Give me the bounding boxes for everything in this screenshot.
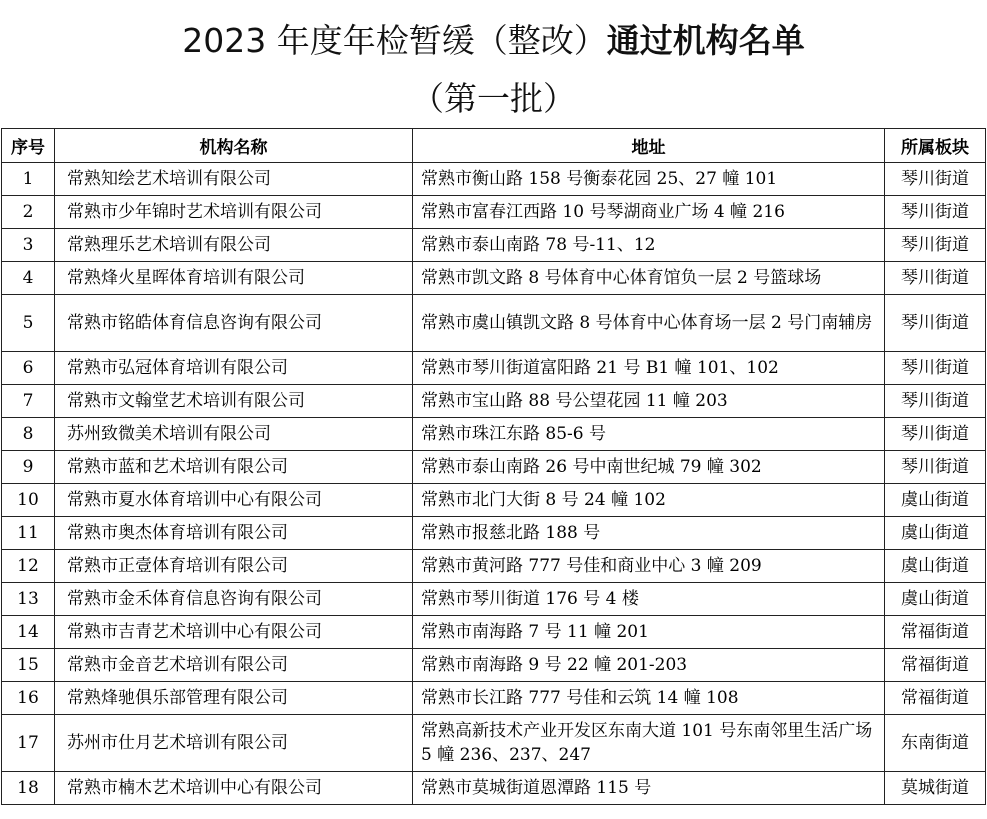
- cell-area: 琴川街道: [885, 295, 986, 352]
- cell-name: 苏州致微美术培训有限公司: [55, 418, 413, 451]
- table-row: [2, 418, 986, 451]
- table-body: [2, 163, 986, 805]
- cell-index: 3: [2, 229, 55, 262]
- table-row: [2, 262, 986, 295]
- table-row: [2, 451, 986, 484]
- document-subtitle: （第一批）: [411, 79, 576, 118]
- cell-name: 常熟市少年锦时艺术培训有限公司: [55, 196, 413, 229]
- cell-address: 常熟市衡山路 158 号衡泰花园 25、27 幢 101: [413, 163, 885, 196]
- table-row: [2, 295, 986, 352]
- cell-area: 常福街道: [885, 682, 986, 715]
- cell-area: 东南街道: [885, 715, 986, 772]
- cell-area: 琴川街道: [885, 163, 986, 196]
- cell-area: 琴川街道: [885, 196, 986, 229]
- document-title: [0, 18, 987, 64]
- cell-name: 苏州市仕月艺术培训有限公司: [55, 715, 413, 772]
- institution-table: [1, 128, 986, 805]
- cell-index: 16: [2, 682, 55, 715]
- cell-area: 常福街道: [885, 649, 986, 682]
- table-row: [2, 517, 986, 550]
- cell-area: 琴川街道: [885, 352, 986, 385]
- table-row: [2, 385, 986, 418]
- table-row: [2, 682, 986, 715]
- table-row: [2, 715, 986, 772]
- cell-area: 琴川街道: [885, 385, 986, 418]
- table-row: [2, 550, 986, 583]
- table-row: [2, 649, 986, 682]
- cell-index: 17: [2, 715, 55, 772]
- cell-address: 常熟市琴川街道 176 号 4 楼: [413, 583, 885, 616]
- cell-index: 9: [2, 451, 55, 484]
- cell-address: 常熟市南海路 7 号 11 幢 201: [413, 616, 885, 649]
- cell-address: 常熟市南海路 9 号 22 幢 201-203: [413, 649, 885, 682]
- table-header-row: [2, 129, 986, 163]
- cell-name: 常熟知绘艺术培训有限公司: [55, 163, 413, 196]
- cell-area: 虞山街道: [885, 484, 986, 517]
- table-row: [2, 196, 986, 229]
- table-row: [2, 583, 986, 616]
- cell-address: 常熟市莫城街道恩潭路 115 号: [413, 772, 885, 805]
- header-address: 地址: [413, 129, 885, 163]
- cell-index: 18: [2, 772, 55, 805]
- cell-address: 常熟市长江路 777 号佳和云筑 14 幢 108: [413, 682, 885, 715]
- cell-index: 12: [2, 550, 55, 583]
- cell-name: 常熟市金音艺术培训有限公司: [55, 649, 413, 682]
- cell-index: 10: [2, 484, 55, 517]
- cell-name: 常熟市吉青艺术培训中心有限公司: [55, 616, 413, 649]
- cell-address: 常熟市报慈北路 188 号: [413, 517, 885, 550]
- table-row: [2, 484, 986, 517]
- header-area: 所属板块: [885, 129, 986, 163]
- cell-name: 常熟市铭皓体育信息咨询有限公司: [55, 295, 413, 352]
- cell-index: 11: [2, 517, 55, 550]
- cell-index: 4: [2, 262, 55, 295]
- cell-name: 常熟烽火星晖体育培训有限公司: [55, 262, 413, 295]
- cell-name: 常熟市蓝和艺术培训有限公司: [55, 451, 413, 484]
- cell-index: 1: [2, 163, 55, 196]
- cell-address: 常熟市黄河路 777 号佳和商业中心 3 幢 209: [413, 550, 885, 583]
- cell-index: 5: [2, 295, 55, 352]
- cell-address: 常熟市珠江东路 85-6 号: [413, 418, 885, 451]
- cell-index: 8: [2, 418, 55, 451]
- table-row: [2, 163, 986, 196]
- cell-address: 常熟市琴川街道富阳路 21 号 B1 幢 101、102: [413, 352, 885, 385]
- cell-area: 琴川街道: [885, 262, 986, 295]
- cell-area: 琴川街道: [885, 451, 986, 484]
- cell-index: 7: [2, 385, 55, 418]
- cell-address: 常熟高新技术产业开发区东南大道 101 号东南邻里生活广场 5 幢 236、237、247: [413, 715, 885, 772]
- title-normal: 2023 年度年检暂缓（整改）: [182, 21, 607, 60]
- cell-index: 14: [2, 616, 55, 649]
- cell-name: 常熟市弘冠体育培训有限公司: [55, 352, 413, 385]
- cell-index: 6: [2, 352, 55, 385]
- cell-area: 虞山街道: [885, 517, 986, 550]
- title-bold: 通过机构名单: [606, 21, 805, 60]
- cell-name: 常熟市文翰堂艺术培训有限公司: [55, 385, 413, 418]
- cell-area: 虞山街道: [885, 550, 986, 583]
- cell-area: 常福街道: [885, 616, 986, 649]
- cell-address: 常熟市北门大街 8 号 24 幢 102: [413, 484, 885, 517]
- cell-area: 虞山街道: [885, 583, 986, 616]
- cell-name: 常熟市楠木艺术培训中心有限公司: [55, 772, 413, 805]
- cell-address: 常熟市虞山镇凯文路 8 号体育中心体育场一层 2 号门南辅房: [413, 295, 885, 352]
- cell-area: 琴川街道: [885, 418, 986, 451]
- cell-index: 13: [2, 583, 55, 616]
- cell-name: 常熟烽驰俱乐部管理有限公司: [55, 682, 413, 715]
- table-row: [2, 616, 986, 649]
- header-name: 机构名称: [55, 129, 413, 163]
- cell-name: 常熟理乐艺术培训有限公司: [55, 229, 413, 262]
- cell-address: 常熟市泰山南路 26 号中南世纪城 79 幢 302: [413, 451, 885, 484]
- cell-name: 常熟市正壹体育培训有限公司: [55, 550, 413, 583]
- cell-area: 琴川街道: [885, 229, 986, 262]
- cell-index: 15: [2, 649, 55, 682]
- cell-address: 常熟市凯文路 8 号体育中心体育馆负一层 2 号篮球场: [413, 262, 885, 295]
- table-row: [2, 772, 986, 805]
- cell-address: 常熟市宝山路 88 号公望花园 11 幢 203: [413, 385, 885, 418]
- cell-address: 常熟市富春江西路 10 号琴湖商业广场 4 幢 216: [413, 196, 885, 229]
- cell-area: 莫城街道: [885, 772, 986, 805]
- table-row: [2, 229, 986, 262]
- cell-name: 常熟市夏水体育培训中心有限公司: [55, 484, 413, 517]
- cell-index: 2: [2, 196, 55, 229]
- cell-name: 常熟市奥杰体育培训有限公司: [55, 517, 413, 550]
- header-index: 序号: [2, 129, 55, 163]
- cell-address: 常熟市泰山南路 78 号-11、12: [413, 229, 885, 262]
- table-row: [2, 352, 986, 385]
- cell-name: 常熟市金禾体育信息咨询有限公司: [55, 583, 413, 616]
